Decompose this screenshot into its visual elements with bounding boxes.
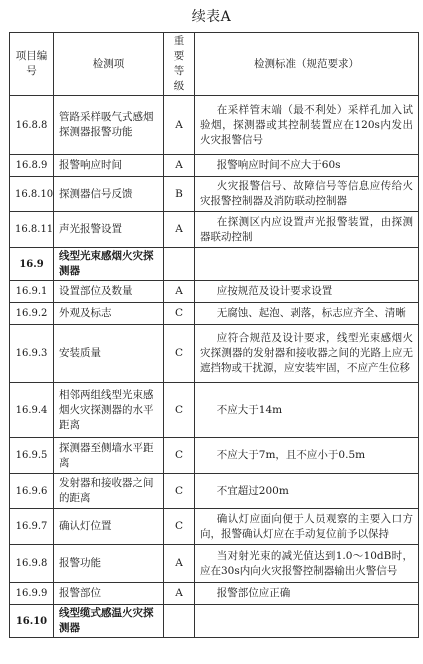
cell-inspection-item: 设置部位及数量 [54,281,164,303]
table-row [10,303,419,325]
cell-importance-level: B [164,177,195,212]
table-row [10,438,419,474]
cell-inspection-standard: 在探测区内应设置声光报警装置，由探测器联动控制 [195,212,419,248]
cell-inspection-standard: 应按规范及设计要求设置 [195,281,419,303]
table-section-row [10,605,419,638]
cell-importance-level: A [164,212,195,248]
cell-inspection-item: 线型缆式感温火灾探测器 [54,605,164,638]
cell-item-number: 16.9.2 [10,303,54,325]
cell-importance-level: C [164,383,195,438]
table-header-row [10,33,419,96]
cell-item-number: 16.9.1 [10,281,54,303]
table-row [10,474,419,509]
cell-item-number: 16.9.4 [10,383,54,438]
cell-inspection-item: 安装质量 [54,325,164,383]
cell-item-number: 16.8.9 [10,155,54,177]
cell-inspection-standard [195,248,419,281]
cell-inspection-standard [195,605,419,638]
cell-item-number: 16.8.8 [10,96,54,155]
cell-inspection-item: 声光报警设置 [54,212,164,248]
cell-inspection-standard: 不应大于14m [195,383,419,438]
cell-item-number: 16.9.6 [10,474,54,509]
cell-item-number: 16.9.3 [10,325,54,383]
cell-item-number: 16.8.10 [10,177,54,212]
cell-inspection-item: 发射器和接收器之间的距离 [54,474,164,509]
cell-item-number: 16.9.5 [10,438,54,474]
cell-inspection-item: 探测器至侧墙水平距离 [54,438,164,474]
cell-item-number: 16.9.9 [10,583,54,605]
cell-inspection-standard: 无腐蚀、起泡、剥落，标志应齐全、清晰 [195,303,419,325]
cell-importance-level: C [164,509,195,545]
cell-item-number: 16.9.7 [10,509,54,545]
header-item-number: 项目编号 [10,33,54,96]
table-row [10,281,419,303]
header-importance-level: 重要等级 [164,33,195,96]
cell-inspection-item: 管路采样吸气式感烟探测器报警功能 [54,96,164,155]
cell-inspection-item: 报警部位 [54,583,164,605]
cell-importance-level: A [164,583,195,605]
table-row [10,509,419,545]
cell-importance-level: C [164,474,195,509]
cell-importance-level: A [164,155,195,177]
cell-item-number: 16.9.8 [10,545,54,583]
cell-importance-level [164,248,195,281]
cell-item-number: 16.8.11 [10,212,54,248]
cell-importance-level: C [164,325,195,383]
table-row [10,96,419,155]
cell-inspection-standard: 报警部位应正确 [195,583,419,605]
cell-importance-level: C [164,438,195,474]
inspection-standards-table [9,32,419,638]
cell-importance-level: A [164,545,195,583]
table-row [10,177,419,212]
table-row [10,583,419,605]
table-row [10,545,419,583]
cell-inspection-standard: 不宜超过200m [195,474,419,509]
cell-inspection-item: 报警功能 [54,545,164,583]
header-inspection-item: 检测项 [54,33,164,96]
header-inspection-standard: 检测标准（规范要求） [195,33,419,96]
cell-inspection-standard: 应符合规范及设计要求，线型光束感烟火灾探测器的发射器和接收器之间的光路上应无遮挡物或干扰源，应安装牢固，不应产生位移 [195,325,419,383]
cell-importance-level: C [164,303,195,325]
table-row [10,155,419,177]
cell-importance-level: A [164,96,195,155]
table-section-row [10,248,419,281]
table-title: 续表A [191,9,232,25]
cell-inspection-item: 探测器信号反馈 [54,177,164,212]
cell-importance-level: A [164,281,195,303]
cell-item-number: 16.10 [10,605,54,638]
cell-inspection-item: 确认灯位置 [54,509,164,545]
cell-inspection-standard: 不应大于7m，且不应小于0.5m [195,438,419,474]
table-row [10,383,419,438]
table-row [10,325,419,383]
cell-inspection-standard: 当对射光束的减光值达到1.0～10dB时，应在30s内向火灾报警控制器输出火警信号 [195,545,419,583]
cell-inspection-standard: 确认灯应面向便于人员观察的主要入口方向，报警确认灯应在手动复位前予以保持 [195,509,419,545]
cell-inspection-item: 线型光束感烟火灾探测器 [54,248,164,281]
table-row [10,212,419,248]
cell-item-number: 16.9 [10,248,54,281]
cell-inspection-standard: 在采样管末端（最不利处）采样孔加入试验烟，探测器或其控制装置应在120s内发出火灾报警信号 [195,96,419,155]
cell-inspection-item: 相邻两组线型光束感烟火灾探测器的水平距离 [54,383,164,438]
cell-inspection-item: 报警响应时间 [54,155,164,177]
cell-inspection-standard: 火灾报警信号、故障信号等信息应传给火灾报警控制器及消防联动控制器 [195,177,419,212]
cell-inspection-standard: 报警响应时间不应大于60s [195,155,419,177]
cell-inspection-item: 外观及标志 [54,303,164,325]
cell-importance-level [164,605,195,638]
